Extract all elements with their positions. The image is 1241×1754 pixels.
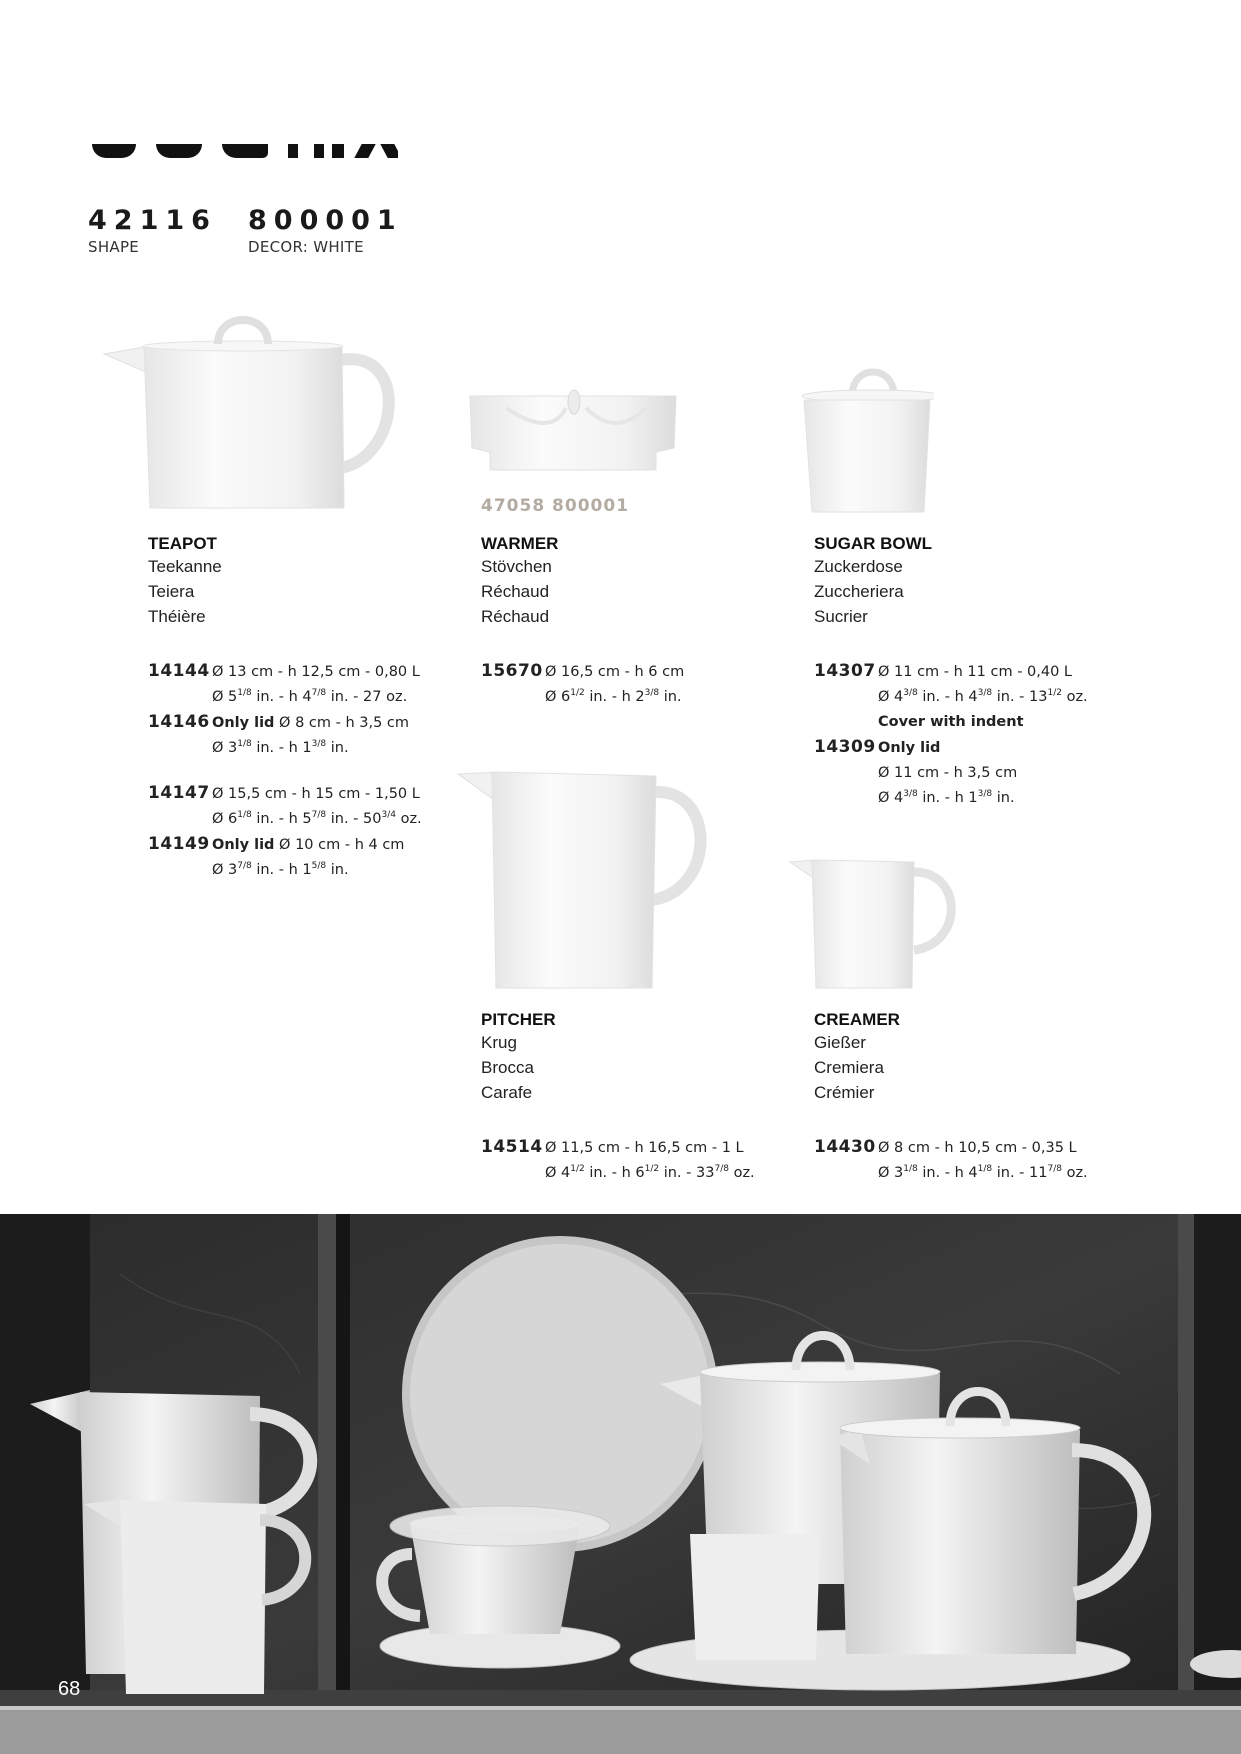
warmer-names xyxy=(481,534,558,629)
brand-logo xyxy=(88,112,398,158)
warmer-it: Réchaud xyxy=(481,582,550,601)
spec-row: 14430 Ø 8 cm - h 10,5 cm - 0,35 L xyxy=(814,1135,1088,1161)
warmer-de: Stövchen xyxy=(481,557,552,576)
spec-row: Ø $3^{7/8}$ in. - h $1^{5/8}$ in. xyxy=(212,861,349,878)
teapot-fr: Théière xyxy=(148,607,206,626)
creamer-de: Gießer xyxy=(814,1033,866,1052)
warmer-image xyxy=(466,388,686,478)
sugar-bowl-specs xyxy=(814,659,1088,811)
teapot-it: Teiera xyxy=(148,582,195,601)
article-number: 15670 xyxy=(481,661,543,681)
teapot-names xyxy=(148,534,222,629)
spec-row: Ø $3^{1/8}$ in. - h $4^{1/8}$ in. - $11^{7/8}$ oz. xyxy=(878,1164,1088,1181)
creamer-fr: Crémier xyxy=(814,1083,875,1102)
spec-row: 14147 Ø 15,5 cm - h 15 cm - 1,50 L xyxy=(148,781,422,807)
teapot-de: Teekanne xyxy=(148,557,222,576)
article-number: 14149 xyxy=(148,834,210,854)
spec-row: Ø $6^{1/2}$ in. - h $2^{3/8}$ in. xyxy=(545,688,682,705)
teapot-specs xyxy=(148,659,422,883)
spec-row: Ø $4^{1/2}$ in. - h $6^{1/2}$ in. - $33^{7/8}$ oz. xyxy=(545,1164,755,1181)
warmer-specs xyxy=(481,659,684,710)
pitcher-image xyxy=(456,770,716,992)
spec-row: Ø $3^{1/8}$ in. - h $1^{3/8}$ in. xyxy=(212,739,349,756)
article-number: 14146 xyxy=(148,712,210,732)
warmer-title: WARMER xyxy=(481,534,559,553)
page-number: 68 xyxy=(58,1678,81,1700)
spec-row: 14146 Only lid Ø 8 cm - h 3,5 cm xyxy=(148,710,422,736)
creamer-title: CREAMER xyxy=(814,1010,900,1029)
pitcher-title: PITCHER xyxy=(481,1010,556,1029)
pitcher-de: Krug xyxy=(481,1033,517,1052)
spec-row: 14307 Ø 11 cm - h 11 cm - 0,40 L xyxy=(814,659,1088,685)
tableware-photo xyxy=(0,1214,1241,1754)
spec-row: Ø $4^{3/8}$ in. - h $1^{3/8}$ in. xyxy=(878,789,1015,806)
spec-row: Ø 11 cm - h 3,5 cm xyxy=(878,765,1018,781)
article-number: 14514 xyxy=(481,1137,543,1157)
shape-code: 42116 xyxy=(88,205,217,236)
sugar-bowl-it: Zuccheriera xyxy=(814,582,904,601)
sugar-bowl-image xyxy=(784,366,934,516)
warmer-decor-code: 47058 800001 xyxy=(481,496,630,516)
spec-row: 15670 Ø 16,5 cm - h 6 cm xyxy=(481,659,684,685)
sugar-bowl-fr: Sucrier xyxy=(814,607,868,626)
spec-row: 14144 Ø 13 cm - h 12,5 cm - 0,80 L xyxy=(148,659,422,685)
article-number: 14307 xyxy=(814,661,876,681)
teapot-title: TEAPOT xyxy=(148,534,217,553)
spec-row: 14514 Ø 11,5 cm - h 16,5 cm - 1 L xyxy=(481,1135,755,1161)
spec-row: 14149 Only lid Ø 10 cm - h 4 cm xyxy=(148,832,422,858)
creamer-image xyxy=(786,858,966,992)
creamer-specs xyxy=(814,1135,1088,1186)
pitcher-it: Brocca xyxy=(481,1058,534,1077)
spec-row: Ø $4^{3/8}$ in. - h $4^{3/8}$ in. - $13^{1/2}$ oz. xyxy=(878,688,1088,705)
warmer-fr: Réchaud xyxy=(481,607,550,626)
sugar-bowl-title: SUGAR BOWL xyxy=(814,534,933,553)
pitcher-specs xyxy=(481,1135,755,1186)
sugar-bowl-names xyxy=(814,534,932,629)
sugar-bowl-de: Zuckerdose xyxy=(814,557,903,576)
cover-note: Cover with indent xyxy=(878,714,1024,730)
shape-label: SHAPE xyxy=(88,238,140,256)
shape-block xyxy=(88,205,217,256)
teapot-image xyxy=(100,308,420,518)
creamer-names xyxy=(814,1010,900,1105)
article-number: 14144 xyxy=(148,661,210,681)
article-number: 14430 xyxy=(814,1137,876,1157)
pitcher-names xyxy=(481,1010,556,1105)
spec-row: Ø $6^{1/8}$ in. - h $5^{7/8}$ in. - $50^{3/4}$ oz. xyxy=(212,810,422,827)
spec-row xyxy=(814,710,1088,735)
article-number: 14147 xyxy=(148,783,210,803)
pitcher-fr: Carafe xyxy=(481,1083,533,1102)
decor-label: DECOR: WHITE xyxy=(248,238,364,256)
spec-row: 14309 Only lid xyxy=(814,735,1088,761)
article-number: 14309 xyxy=(814,737,876,757)
decor-code: 800001 xyxy=(248,205,403,236)
creamer-it: Cremiera xyxy=(814,1058,884,1077)
decor-block xyxy=(248,205,403,256)
spec-row: Ø $5^{1/8}$ in. - h $4^{7/8}$ in. - 27 oz. xyxy=(212,688,408,705)
